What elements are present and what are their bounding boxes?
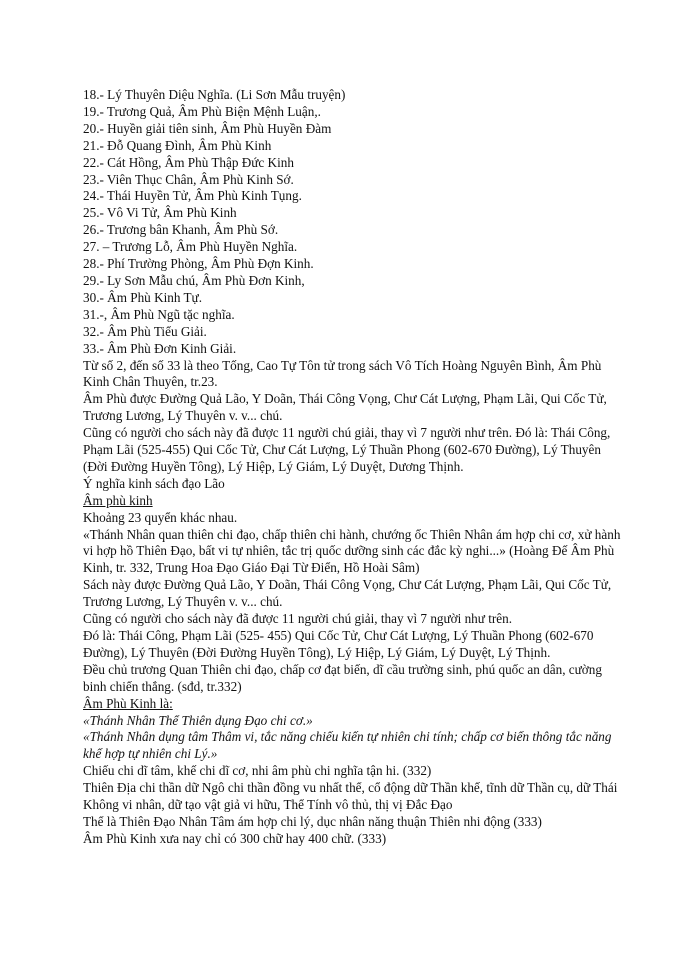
list-item: 31.-, Âm Phù Ngũ tặc nghĩa. (83, 306, 235, 322)
list-item: 33.- Âm Phù Đơn Kinh Giải. (83, 340, 237, 356)
paragraph: Sách này được Đường Quả Lão, Y Doãn, Thái Công Vọng, Chư Cát Lượng, Phạm Lãi, Qui Cốc Tử, Trương Lương, Lý Thuyên v. v... chú. (83, 577, 612, 610)
document-page (83, 87, 623, 848)
quote-paragraph: «Thánh Nhân quan thiên chi đạo, chấp thiên chi hành, chướng ốc Thiên Nhân ám hợp chi cơ, xử hành vi hợp hồ Thiên Đạo, bất vi tự nhiên, tắc trị quốc dưỡng sinh các đắc kỳ nghi...» (Hoàng Đế Âm Phù Kinh, tr. 332, Trung Hoa Đạo Giáo Đại Từ Điển, Hồ Hoài Sâm) (83, 526, 621, 576)
list-item: 29.- Ly Sơn Mẫu chú, Âm Phù Đơn Kinh, (83, 272, 305, 288)
quote-line: «Thánh Nhân dụng tâm Thâm vi, tắc năng chiếu kiến tự nhiên chi tính; chấp cơ biến thông tắc năng khế hợp tự nhiên chi Lý.» (83, 729, 612, 762)
list-item: 23.- Viên Thục Chân, Âm Phù Kinh Sớ. (83, 171, 294, 187)
section-heading: Âm phù kinh (83, 492, 153, 508)
paragraph: Âm Phù Kinh xưa nay chỉ có 300 chữ hay 400 chữ. (333) (83, 830, 387, 846)
source-note: Từ số 2, đến số 33 là theo Tống, Cao Tự Tôn tử trong sách Vô Tích Hoàng Nguyên Bình, Âm Phù Kinh Chân Thuyên, tr.23. (83, 357, 602, 390)
list-item: 25.- Vô Vi Tử, Âm Phù Kinh (83, 205, 237, 221)
list-item: 27. – Trương Lỗ, Âm Phù Huyền Nghĩa. (83, 239, 298, 255)
list-item: 26.- Trương bân Khanh, Âm Phù Sớ. (83, 222, 279, 238)
paragraph: Chiếu chi dĩ tâm, khế chi dĩ cơ, nhi âm phù chi nghĩa tận hi. (332) (83, 763, 432, 779)
paragraph: Cũng có người cho sách này đã được 11 người chú giải, thay vì 7 người như trên. Đó là: Thái Công, Phạm Lãi (525-455) Qui Cốc Tử, Chư Cát Lượng, Lý Thuần Phong (602-670 Đường), Lý Thuyên (Đời Đường Huyền Tông), Lý Hiệp, Lý Giám, Lý Duyệt, Dương Thịnh. (83, 425, 611, 474)
list-item: 19.- Trương Quả, Âm Phù Biện Mệnh Luận,. (83, 103, 321, 119)
paragraph: Đó là: Thái Công, Phạm Lãi (525- 455) Qui Cốc Tử, Chư Cát Lượng, Lý Thuần Phong (602-670 Đường), Lý Thuyên (Đời Đường Huyền Tông), Lý Hiệp, Lý Giám, Lý Duyệt, Lý Thịnh. (83, 628, 594, 660)
list-item: 24.- Thái Huyền Tử, Âm Phù Kinh Tụng. (83, 188, 302, 204)
paragraph: Đều chủ trương Quan Thiên chi đạo, chấp cơ đạt biến, dĩ cầu trường sinh, phú quốc an dân, cường binh chiến thắng. (sđd, tr.332) (83, 661, 602, 694)
paragraph: Ý nghĩa kinh sách đạo Lão (83, 475, 225, 491)
list-item: 28.- Phí Trường Phòng, Âm Phù Đợn Kinh. (83, 256, 314, 272)
paragraph: Thể là Thiên Đạo Nhân Tâm ám hợp chi lý, dục nhân năng thuận Thiên nhi động (333) (83, 813, 542, 829)
paragraph: Âm Phù được Đường Quả Lão, Y Doãn, Thái Công Vọng, Chư Cát Lượng, Phạm Lãi, Qui Cốc Tử, Trương Lương, Lý Thuyên v. v... chú. (83, 391, 607, 424)
list-item: 20.- Huyền giải tiên sinh, Âm Phù Huyền Đàm (83, 120, 332, 136)
paragraph: Cũng có người cho sách này đã được 11 người chú giải, thay vì 7 người như trên. (83, 611, 513, 627)
list-item: 22.- Cát Hồng, Âm Phù Thập Đức Kinh (83, 154, 294, 170)
list-item: 21.- Đỗ Quang Đình, Âm Phù Kinh (83, 137, 272, 153)
paragraph: Khoảng 23 quyển khác nhau. (83, 509, 238, 525)
paragraph: Thiên Địa chi thần dữ Ngô chi thần đồng vu nhất thể, cổ động dữ Thần khế, tĩnh dữ Thần cụ, dữ Thái Không vi nhân, dữ tạo vật giả vi hữu, Thể Tính vô thủ, thị vị Đắc Đạo (83, 780, 618, 813)
quote-line: «Thánh Nhân Thể Thiên dụng Đạo chi cơ.» (83, 712, 313, 728)
list-item: 18.- Lý Thuyên Diệu Nghĩa. (Li Sơn Mẫu truyện) (83, 87, 346, 102)
section-heading: Âm Phù Kinh là: (83, 695, 173, 711)
list-item: 32.- Âm Phù Tiểu Giải. (83, 323, 207, 339)
list-item: 30.- Âm Phù Kinh Tự. (83, 289, 203, 305)
